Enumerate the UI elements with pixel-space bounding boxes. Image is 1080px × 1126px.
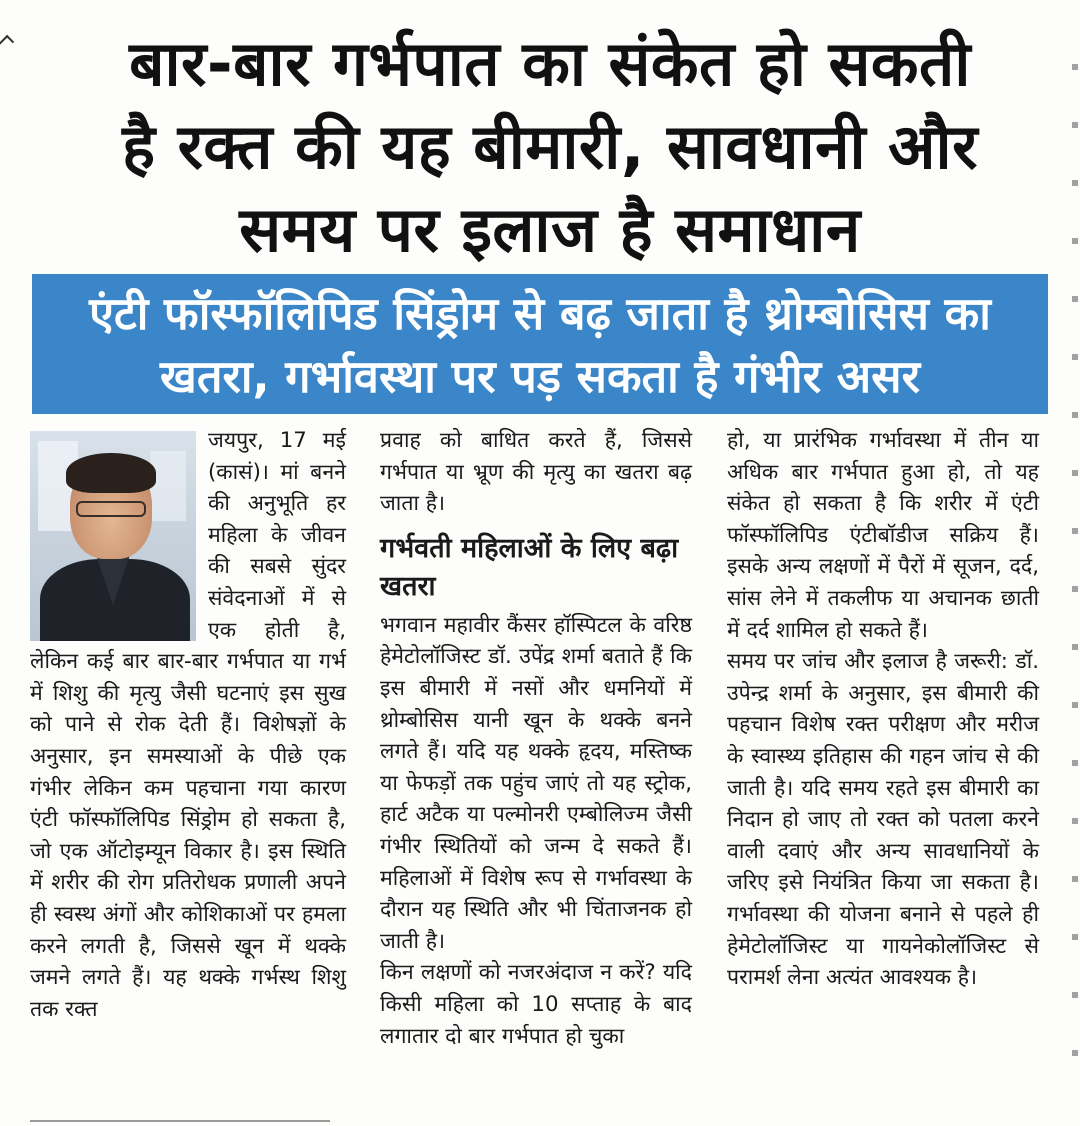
article-paragraph: हो, या प्रारंभिक गर्भावस्था में तीन या अधिक बार गर्भपात हुआ हो, तो यह संकेत हो सकता है कि शरीर में एंटी फॉस्फॉलिपिड एंटीबॉडीज सक्रिय हैं। इसके अन्य लक्षणों में पैरों में सूजन, दर्द, सांस लेने में तकलीफ या अचानक छाती में दर्द शामिल हो सकते हैं।: [727, 428, 1039, 643]
article-paragraph: समय पर जांच और इलाज है जरूरी: डॉ. उपेन्द्र शर्मा के अनुसार, इस बीमारी की पहचान विशेष रक्त परीक्षण और मरीज के स्वास्थ्य इतिहास की गहन जांच से की जाती है। यदि समय रहते इस बीमारी का निदान हो जाए तो रक्त को पतला करने वाली दवाएं और अन्य सावधानियों के जरिए इसे नियंत्रित किया जा सकता है। गर्भावस्था की योजना बनाने से पहले ही हेमेटोलॉजिस्ट या गायनेकोलॉजिस्ट से परामर्श लेना अत्यंत आवश्यक है।: [727, 649, 1039, 991]
article-paragraph: [30, 425, 346, 1025]
page-edge-mark: [0, 35, 14, 53]
article-column-3: [727, 425, 1039, 994]
headline-line-2: है रक्त की यह बीमारी, सावधानी और: [122, 110, 978, 183]
adjacent-page-edge: [1072, 30, 1078, 1090]
headline-line-3: समय पर इलाज है समाधान: [239, 193, 861, 266]
article-column-1: [30, 425, 346, 1025]
headline-line-1: बार-बार गर्भपात का संकेत हो सकती: [129, 27, 971, 100]
article-paragraph: भगवान महावीर कैंसर हॉस्पिटल के वरिष्ठ हेमेटोलॉजिस्ट डॉ. उपेंद्र शर्मा बताते हैं कि इस बीमारी में नसों और धमनियों में थ्रोम्बोसिस यानी खून के थक्के बनने लगते हैं। यदि यह थक्के हृदय, मस्तिष्क या फेफड़ों तक पहुंच जाएं तो यह स्ट्रोक, हार्ट अटैक या पल्मोनरी एम्बोलिज्म जैसी गंभीर स्थितियों को जन्म दे सकते हैं। महिलाओं में विशेष रूप से गर्भावस्था के दौरान यह स्थिति और भी चिंताजनक हो जाती है।: [380, 612, 692, 954]
paragraph-text: जयपुर, 17 मई (कासं)। मां बनने की अनुभूति हर महिला के जीवन की सबसे सुंदर संवेदनाओं में से एक होती है, लेकिन कई बार बार-बार गर्भपात या गर्भ में शिशु की मृत्यु जैसी घटनाएं इस सुख को पाने से रोक देती हैं। विशेषज्ञों के अनुसार, इन समस्याओं के पीछे एक गंभीर लेकिन कम पहचाना गया कारण एंटी फॉस्फॉलिपिड सिंड्रोम हो सकता है, जो एक ऑटोइम्यून विकार है। इस स्थिति में शरीर की रोग प्रतिरोधक प्रणाली अपने ही स्वस्थ अंगों और कोशिकाओं पर हमला करने लगती है, जिससे खून में थक्के जमने लगते हैं। यह थक्के गर्भस्थ शिशु तक रक्त: [30, 428, 346, 1022]
banner-line-1: एंटी फॉस्फॉलिपिड सिंड्रोम से बढ़ जाता है थ्रोम्बोसिस का: [89, 287, 991, 340]
headline: [40, 22, 1060, 271]
banner-line-2: खतरा, गर्भावस्था पर पड़ सकता है गंभीर असर: [160, 350, 920, 403]
article-paragraph: किन लक्षणों को नजरअंदाज न करें? यदि किसी महिला को 10 सप्ताह के बाद लगातार दो बार गर्भपात हो चुका: [380, 960, 692, 1049]
bottom-rule: [30, 1120, 330, 1122]
subheadline-banner: [32, 274, 1048, 414]
section-heading: गर्भवती महिलाओं के लिए बढ़ा खतरा: [380, 532, 679, 602]
article-paragraph: प्रवाह को बाधित करते हैं, जिससे गर्भपात या भ्रूण की मृत्यु का खतरा बढ़ जाता है।: [380, 428, 692, 517]
article-column-2: [380, 425, 692, 1052]
doctor-photo: [30, 431, 196, 641]
